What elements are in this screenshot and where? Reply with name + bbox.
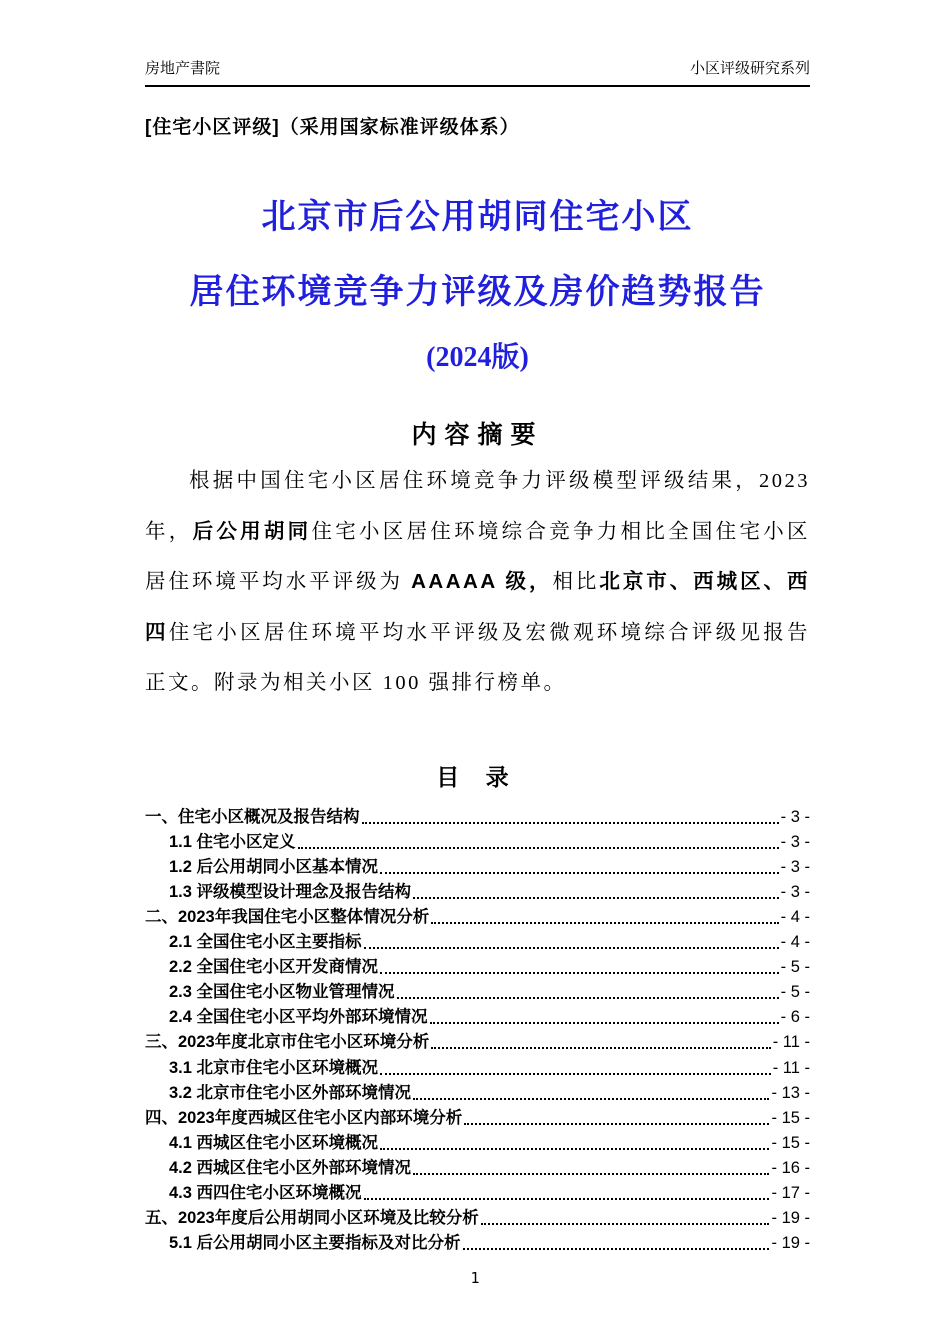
toc-dot-leader [364, 947, 779, 949]
header-right-text: 小区评级研究系列 [689, 60, 810, 77]
toc-dot-leader [481, 1223, 770, 1225]
toc-item-page: - 5 - [780, 958, 810, 977]
abstract-heading: 内容摘要 [411, 421, 544, 449]
toc-item[interactable] [145, 1155, 810, 1180]
toc-item-label: 4.2 西城区住宅小区外部环境情况 [169, 1158, 412, 1177]
toc-item-label: 2.1 全国住宅小区主要指标 [169, 933, 362, 952]
toc-item[interactable] [145, 1105, 810, 1130]
toc-item[interactable] [145, 1180, 810, 1205]
toc-item[interactable] [145, 1080, 810, 1105]
toc-item-page: - 3 - [780, 807, 810, 826]
abstract-segment: AAAAA 级， [411, 570, 553, 593]
toc-item-page: - 19 - [771, 1209, 810, 1228]
toc-item-page: - 4 - [780, 907, 810, 926]
toc-item[interactable] [145, 1029, 810, 1054]
toc-item-page: - 6 - [780, 1008, 810, 1027]
toc-dot-leader [464, 1123, 769, 1125]
toc-dot-leader [397, 997, 779, 999]
toc-item-label: 3.1 北京市住宅小区环境概况 [169, 1058, 379, 1077]
toc-item[interactable] [145, 1054, 810, 1079]
toc-item-label: 五、2023年度后公用胡同小区环境及比较分析 [145, 1209, 479, 1228]
abstract-segment: 根据中国住宅小区居住环境竞争力评级模型评级结果，2023 年， [145, 470, 810, 543]
toc-dot-leader [380, 1148, 769, 1150]
toc-item-page: - 11 - [772, 1033, 810, 1052]
toc-dot-leader [413, 1098, 769, 1100]
toc-item-label: 四、2023年度西城区住宅小区内部环境分析 [145, 1108, 463, 1127]
toc-item-page: - 3 - [780, 857, 810, 876]
toc-dot-leader [431, 1047, 770, 1049]
abstract-segment: 相比 [552, 571, 600, 593]
toc-dot-leader [298, 847, 779, 849]
report-title-line2: 居住环境竞争力评级及房价趋势报告 [189, 273, 766, 311]
toc-item[interactable] [145, 1230, 810, 1255]
toc-item-page: - 15 - [771, 1133, 810, 1152]
toc-list [145, 804, 810, 1256]
report-edition: (2024版) [426, 342, 529, 373]
toc-item-label: 一、住宅小区概况及报告结构 [145, 807, 360, 826]
toc-item-label: 三、2023年度北京市住宅小区环境分析 [145, 1033, 430, 1052]
toc-item[interactable] [145, 854, 810, 879]
toc-item-page: - 3 - [780, 832, 810, 851]
toc-item[interactable] [145, 1205, 810, 1230]
toc-item-page: - 15 - [771, 1108, 810, 1127]
abstract-segment: 住宅小区居住环境平均水平评级及宏微观环境综合评级见报告正文。附录为相关小区 100 强排行榜单。 [145, 621, 811, 694]
toc-item-label: 4.3 西四住宅小区环境概况 [169, 1184, 362, 1202]
report-title-line1: 北京市后公用胡同住宅小区 [261, 198, 694, 236]
toc-item-label: 2.2 全国住宅小区开发商情况 [169, 958, 379, 977]
toc-item-label: 2.4 全国住宅小区平均外部环境情况 [169, 1008, 428, 1027]
toc-item-label: 2.3 全国住宅小区物业管理情况 [169, 983, 395, 1002]
toc-item-page: - 3 - [780, 882, 810, 901]
page-header [145, 57, 810, 87]
toc-item[interactable] [145, 1004, 810, 1029]
abstract-segment: 后公用胡同 [192, 519, 312, 543]
toc-item-page: - 16 - [771, 1158, 810, 1177]
toc-item[interactable] [145, 804, 810, 829]
toc-dot-leader [430, 1022, 779, 1024]
toc-item-label: 1.1 住宅小区定义 [169, 832, 296, 851]
toc-item-label: 二、2023年我国住宅小区整体情况分析 [145, 907, 430, 926]
toc-item-page: - 19 - [771, 1234, 810, 1253]
toc-dot-leader [364, 1198, 770, 1200]
abstract-segment: 住宅小区居住环境综合竞争力相比全国住宅小区居住环境平均水平评级为 [145, 520, 811, 593]
toc-dot-leader [380, 972, 779, 974]
toc-item-page: - 13 - [771, 1083, 810, 1102]
abstract-paragraph [145, 456, 810, 709]
toc-item-label: 3.2 北京市住宅小区外部环境情况 [169, 1083, 412, 1102]
toc-item-page: - 5 - [780, 983, 810, 1002]
toc-dot-leader [413, 897, 779, 899]
toc-item[interactable] [145, 879, 810, 904]
toc-item[interactable] [145, 979, 810, 1004]
toc-dot-leader [413, 1173, 769, 1175]
toc-item-label: 5.1 后公用胡同小区主要指标及对比分析 [169, 1234, 461, 1253]
toc-item-page: - 17 - [771, 1184, 810, 1202]
toc-item[interactable] [145, 1130, 810, 1155]
toc-dot-leader [463, 1248, 770, 1250]
abstract-segment: 北京市、西城区、西四 [145, 570, 811, 644]
toc-dot-leader [431, 922, 778, 924]
toc-item[interactable] [145, 904, 810, 929]
header-left-text: 房地产書院 [145, 60, 221, 77]
toc-item-page: - 11 - [772, 1058, 810, 1077]
toc-dot-leader [362, 822, 779, 824]
toc-heading: 目 录 [436, 763, 519, 790]
rating-system-note: [住宅小区评级]（采用国家标准评级体系） [145, 117, 520, 138]
toc-dot-leader [380, 1073, 771, 1075]
toc-item-label: 1.2 后公用胡同小区基本情况 [169, 857, 379, 876]
toc-item[interactable] [145, 954, 810, 979]
page-number: 1 [470, 1269, 480, 1287]
toc-item[interactable] [145, 829, 810, 854]
toc-item-page: - 4 - [780, 933, 810, 952]
toc-item[interactable] [145, 929, 810, 954]
toc-item-label: 4.1 西城区住宅小区环境概况 [169, 1133, 379, 1152]
toc-dot-leader [380, 872, 779, 874]
toc-item-label: 1.3 评级模型设计理念及报告结构 [169, 882, 412, 901]
